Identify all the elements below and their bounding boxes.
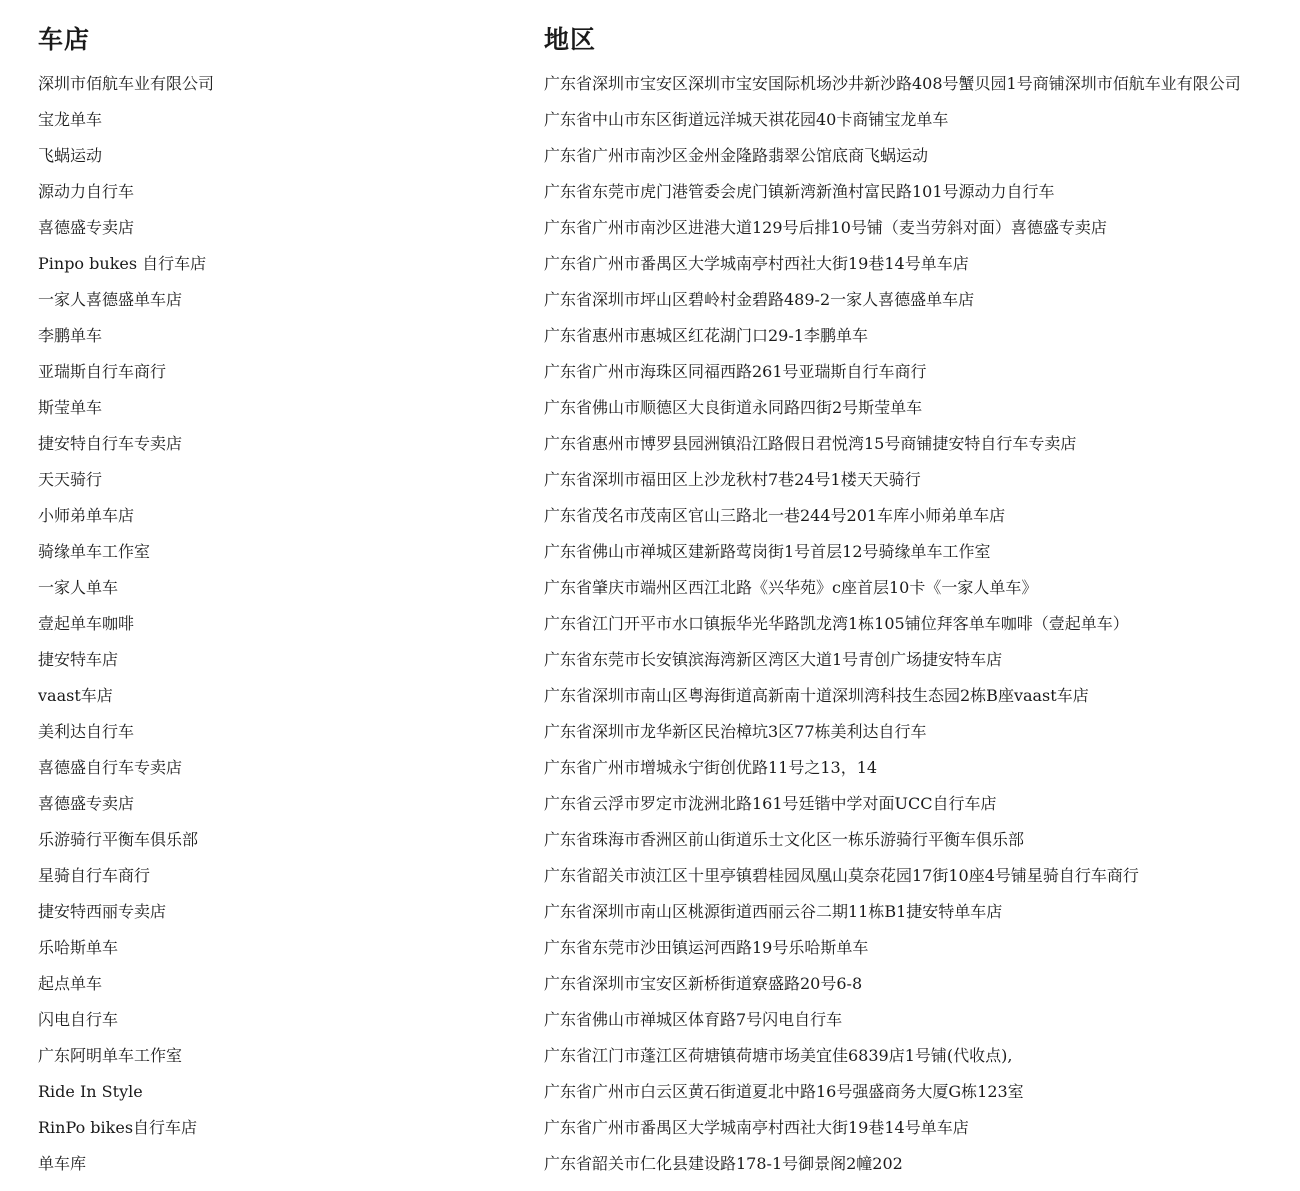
table-row: [38, 390, 1268, 426]
store-name-cell: 壹起单车咖啡: [38, 614, 135, 633]
table-row: [38, 894, 1268, 930]
region-address-cell: 广东省佛山市顺德区大良街道永同路四街2号斯莹单车: [544, 398, 923, 417]
store-name-cell: 喜德盛专卖店: [38, 794, 135, 813]
table-row: [38, 174, 1268, 210]
store-name-cell: Ride In Style: [38, 1082, 143, 1101]
region-address-cell: 广东省东莞市虎门港管委会虎门镇新湾新渔村富民路101号源动力自行车: [544, 182, 1055, 201]
region-address-cell: 广东省深圳市宝安区新桥街道寮盛路20号6-8: [544, 974, 863, 993]
store-name-cell: 乐游骑行平衡车俱乐部: [38, 830, 199, 849]
region-address-cell: 广东省深圳市宝安区深圳市宝安国际机场沙井新沙路408号蟹贝园1号商铺深圳市佰航车业有限公司: [544, 74, 1241, 93]
region-address-cell: 广东省深圳市南山区粤海街道高新南十道深圳湾科技生态园2栋B座vaast车店: [544, 686, 1089, 705]
table-row: [38, 570, 1268, 606]
region-address-cell: 广东省广州市南沙区金州金隆路翡翠公馆底商飞蜗运动: [544, 146, 929, 165]
table-row: [38, 426, 1268, 462]
store-name-cell: 骑缘单车工作室: [38, 542, 151, 561]
region-address-cell: 广东省深圳市南山区桃源街道西丽云谷二期11栋B1捷安特单车店: [544, 902, 1003, 921]
table-row: [38, 858, 1268, 894]
header-region: 地区: [544, 25, 597, 54]
store-name-cell: 亚瑞斯自行车商行: [38, 362, 167, 381]
store-name-cell: 闪电自行车: [38, 1010, 119, 1029]
store-name-cell: 捷安特车店: [38, 650, 119, 669]
store-name-cell: 捷安特西丽专卖店: [38, 902, 167, 921]
region-address-cell: 广东省广州市番禺区大学城南亭村西社大街19巷14号单车店: [544, 254, 969, 273]
region-address-cell: 广东省广州市增城永宁街创优路11号之13，14: [544, 758, 878, 777]
table-row: [38, 1110, 1268, 1146]
region-address-cell: 广东省云浮市罗定市泷洲北路161号廷锴中学对面UCC自行车店: [544, 794, 997, 813]
table-row: [38, 102, 1268, 138]
store-name-cell: Pinpo bukes 自行车店: [38, 254, 207, 273]
region-address-cell: 广东省广州市番禺区大学城南亭村西社大街19巷14号单车店: [544, 1118, 969, 1137]
table-row: [38, 966, 1268, 1002]
region-address-cell: 广东省惠州市博罗县园洲镇沿江路假日君悦湾15号商铺捷安特自行车专卖店: [544, 434, 1077, 453]
table-row: [38, 534, 1268, 570]
store-name-cell: 星骑自行车商行: [38, 866, 151, 885]
region-address-cell: 广东省深圳市福田区上沙龙秋村7巷24号1楼天天骑行: [544, 470, 921, 489]
table-row: [38, 642, 1268, 678]
table-row: [38, 606, 1268, 642]
store-table: [38, 18, 1268, 1182]
store-name-cell: 喜德盛自行车专卖店: [38, 758, 183, 777]
region-address-cell: 广东省广州市海珠区同福西路261号亚瑞斯自行车商行: [544, 362, 927, 381]
table-row: [38, 282, 1268, 318]
store-name-cell: 飞蜗运动: [38, 146, 103, 165]
store-name-cell: 单车库: [38, 1154, 87, 1173]
region-address-cell: 广东省东莞市沙田镇运河西路19号乐哈斯单车: [544, 938, 869, 957]
table-row: [38, 66, 1268, 102]
table-row: [38, 462, 1268, 498]
table-row: [38, 678, 1268, 714]
table-row: [38, 1074, 1268, 1110]
table-header: [38, 18, 1268, 58]
table-row: [38, 210, 1268, 246]
region-address-cell: 广东省东莞市长安镇滨海湾新区湾区大道1号青创广场捷安特车店: [544, 650, 1003, 669]
region-address-cell: 广东省茂名市茂南区官山三路北一巷244号201车库小师弟单车店: [544, 506, 1006, 525]
store-name-cell: 喜德盛专卖店: [38, 218, 135, 237]
table-row: [38, 318, 1268, 354]
table-row: [38, 498, 1268, 534]
store-name-cell: 广东阿明单车工作室: [38, 1046, 183, 1065]
region-address-cell: 广东省韶关市浈江区十里亭镇碧桂园凤凰山莫奈花园17街10座4号铺星骑自行车商行: [544, 866, 1139, 885]
region-address-cell: 广东省江门开平市水口镇振华光华路凯龙湾1栋105铺位拜客单车咖啡（壹起单车）: [544, 614, 1129, 633]
store-name-cell: 起点单车: [38, 974, 103, 993]
store-name-cell: 小师弟单车店: [38, 506, 135, 525]
region-address-cell: 广东省深圳市龙华新区民治樟坑3区77栋美利达自行车: [544, 722, 927, 741]
region-address-cell: 广东省珠海市香洲区前山街道乐士文化区一栋乐游骑行平衡车俱乐部: [544, 830, 1025, 849]
header-store: 车店: [38, 25, 91, 54]
store-name-cell: 捷安特自行车专卖店: [38, 434, 183, 453]
table-body: [38, 66, 1268, 1182]
store-name-cell: 天天骑行: [38, 470, 103, 489]
table-row: [38, 822, 1268, 858]
store-name-cell: 一家人单车: [38, 578, 119, 597]
store-name-cell: 宝龙单车: [38, 110, 103, 129]
region-address-cell: 广东省深圳市坪山区碧岭村金碧路489-2一家人喜德盛单车店: [544, 290, 975, 309]
region-address-cell: 广东省广州市南沙区进港大道129号后排10号铺（麦当劳斜对面）喜德盛专卖店: [544, 218, 1107, 237]
table-row: [38, 1146, 1268, 1182]
table-row: [38, 930, 1268, 966]
store-name-cell: 斯莹单车: [38, 398, 103, 417]
region-address-cell: 广东省佛山市禅城区体育路7号闪电自行车: [544, 1010, 843, 1029]
table-row: [38, 354, 1268, 390]
table-row: [38, 714, 1268, 750]
store-name-cell: vaast车店: [38, 686, 113, 705]
region-address-cell: 广东省肇庆市端州区西江北路《兴华苑》c座首层10卡《一家人单车》: [544, 578, 1038, 597]
store-name-cell: RinPo bikes自行车店: [38, 1118, 198, 1137]
table-row: [38, 138, 1268, 174]
store-name-cell: 李鹏单车: [38, 326, 103, 345]
table-row: [38, 1002, 1268, 1038]
table-row: [38, 246, 1268, 282]
region-address-cell: 广东省中山市东区街道远洋城天祺花园40卡商铺宝龙单车: [544, 110, 949, 129]
region-address-cell: 广东省江门市蓬江区荷塘镇荷塘市场美宜佳6839店1号铺(代收点),: [544, 1046, 1013, 1065]
store-name-cell: 美利达自行车: [38, 722, 135, 741]
store-name-cell: 源动力自行车: [38, 182, 135, 201]
region-address-cell: 广东省惠州市惠城区红花湖门口29-1李鹏单车: [544, 326, 868, 345]
table-row: [38, 1038, 1268, 1074]
store-name-cell: 深圳市佰航车业有限公司: [38, 74, 215, 93]
store-name-cell: 一家人喜德盛单车店: [38, 290, 183, 309]
store-name-cell: 乐哈斯单车: [38, 938, 119, 957]
table-row: [38, 786, 1268, 822]
region-address-cell: 广东省广州市白云区黄石街道夏北中路16号强盛商务大厦G栋123室: [544, 1082, 1024, 1101]
region-address-cell: 广东省韶关市仁化县建设路178-1号御景阁2幢202: [544, 1154, 903, 1173]
table-row: [38, 750, 1268, 786]
region-address-cell: 广东省佛山市禅城区建新路莺岗街1号首层12号骑缘单车工作室: [544, 542, 991, 561]
